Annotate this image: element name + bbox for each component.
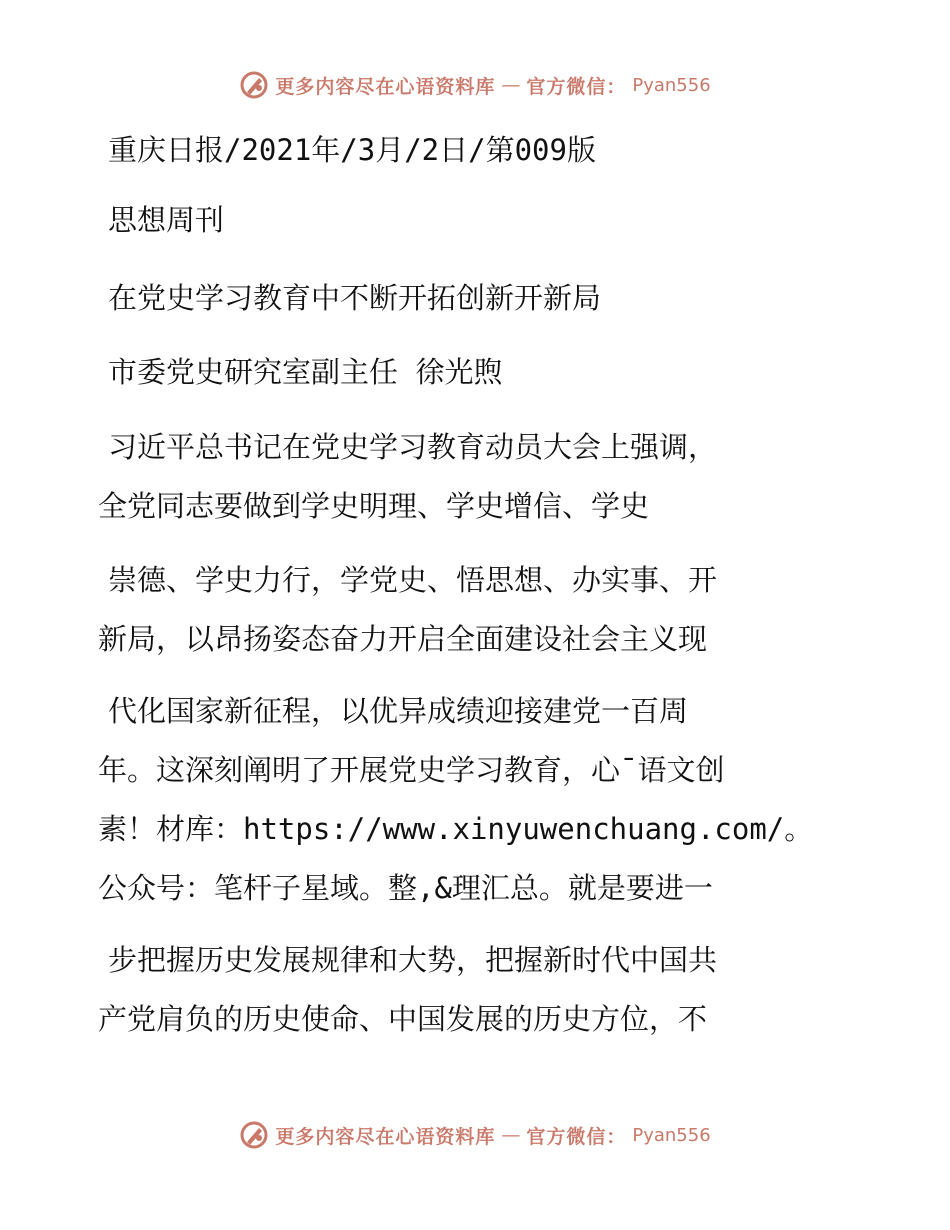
watermark-separator: —	[501, 1124, 521, 1146]
author-line: 市委党史研究室副主任 徐光煦	[108, 355, 503, 389]
publication-line: 重庆日报/2021年/3月/2日/第009版	[108, 133, 596, 167]
paragraph-line: 步把握历史发展规律和大势，把握新时代中国共	[108, 943, 718, 977]
watermark-handle: Pyan556	[632, 74, 711, 96]
watermark-official-label: 官方微信：	[526, 1125, 627, 1148]
article-title: 在党史学习教育中不断开拓创新开新局	[108, 281, 602, 315]
watermark-text: 更多内容尽在心语资料库	[275, 1125, 496, 1148]
paragraph-line: 崇德、学史力行，学党史、悟思想、办实事、开	[108, 563, 718, 597]
brand-logo-icon	[239, 70, 269, 100]
paragraph-line: 年。这深刻阐明了开展党史学习教育，心¯语文创	[98, 753, 725, 787]
paragraph-line: 全党同志要做到学史明理、学史增信、学史	[98, 489, 650, 523]
watermark-official-label: 官方微信：	[526, 75, 627, 98]
footer-watermark	[0, 1120, 950, 1160]
brand-logo-icon	[239, 1120, 269, 1150]
paragraph-line: 习近平总书记在党史学习教育动员大会上强调，	[108, 430, 718, 464]
section-title: 思想周刊	[108, 203, 225, 237]
paragraph-line: 公众号：笔杆子星域。整,&理汇总。就是要进一	[98, 871, 713, 905]
paragraph-line: 新局，以昂扬姿态奋力开启全面建设社会主义现	[98, 622, 708, 656]
paragraph-line: 素！材库：https://www.xinyuwenchuang.com/。	[98, 812, 814, 846]
paragraph-line: 产党肩负的历史使命、中国发展的历史方位，不	[98, 1002, 708, 1036]
paragraph-line: 代化国家新征程，以优异成绩迎接建党一百周	[108, 694, 689, 728]
watermark-separator: —	[501, 74, 521, 96]
watermark-handle: Pyan556	[632, 1124, 711, 1146]
watermark-text: 更多内容尽在心语资料库	[275, 75, 496, 98]
header-watermark	[0, 70, 950, 110]
